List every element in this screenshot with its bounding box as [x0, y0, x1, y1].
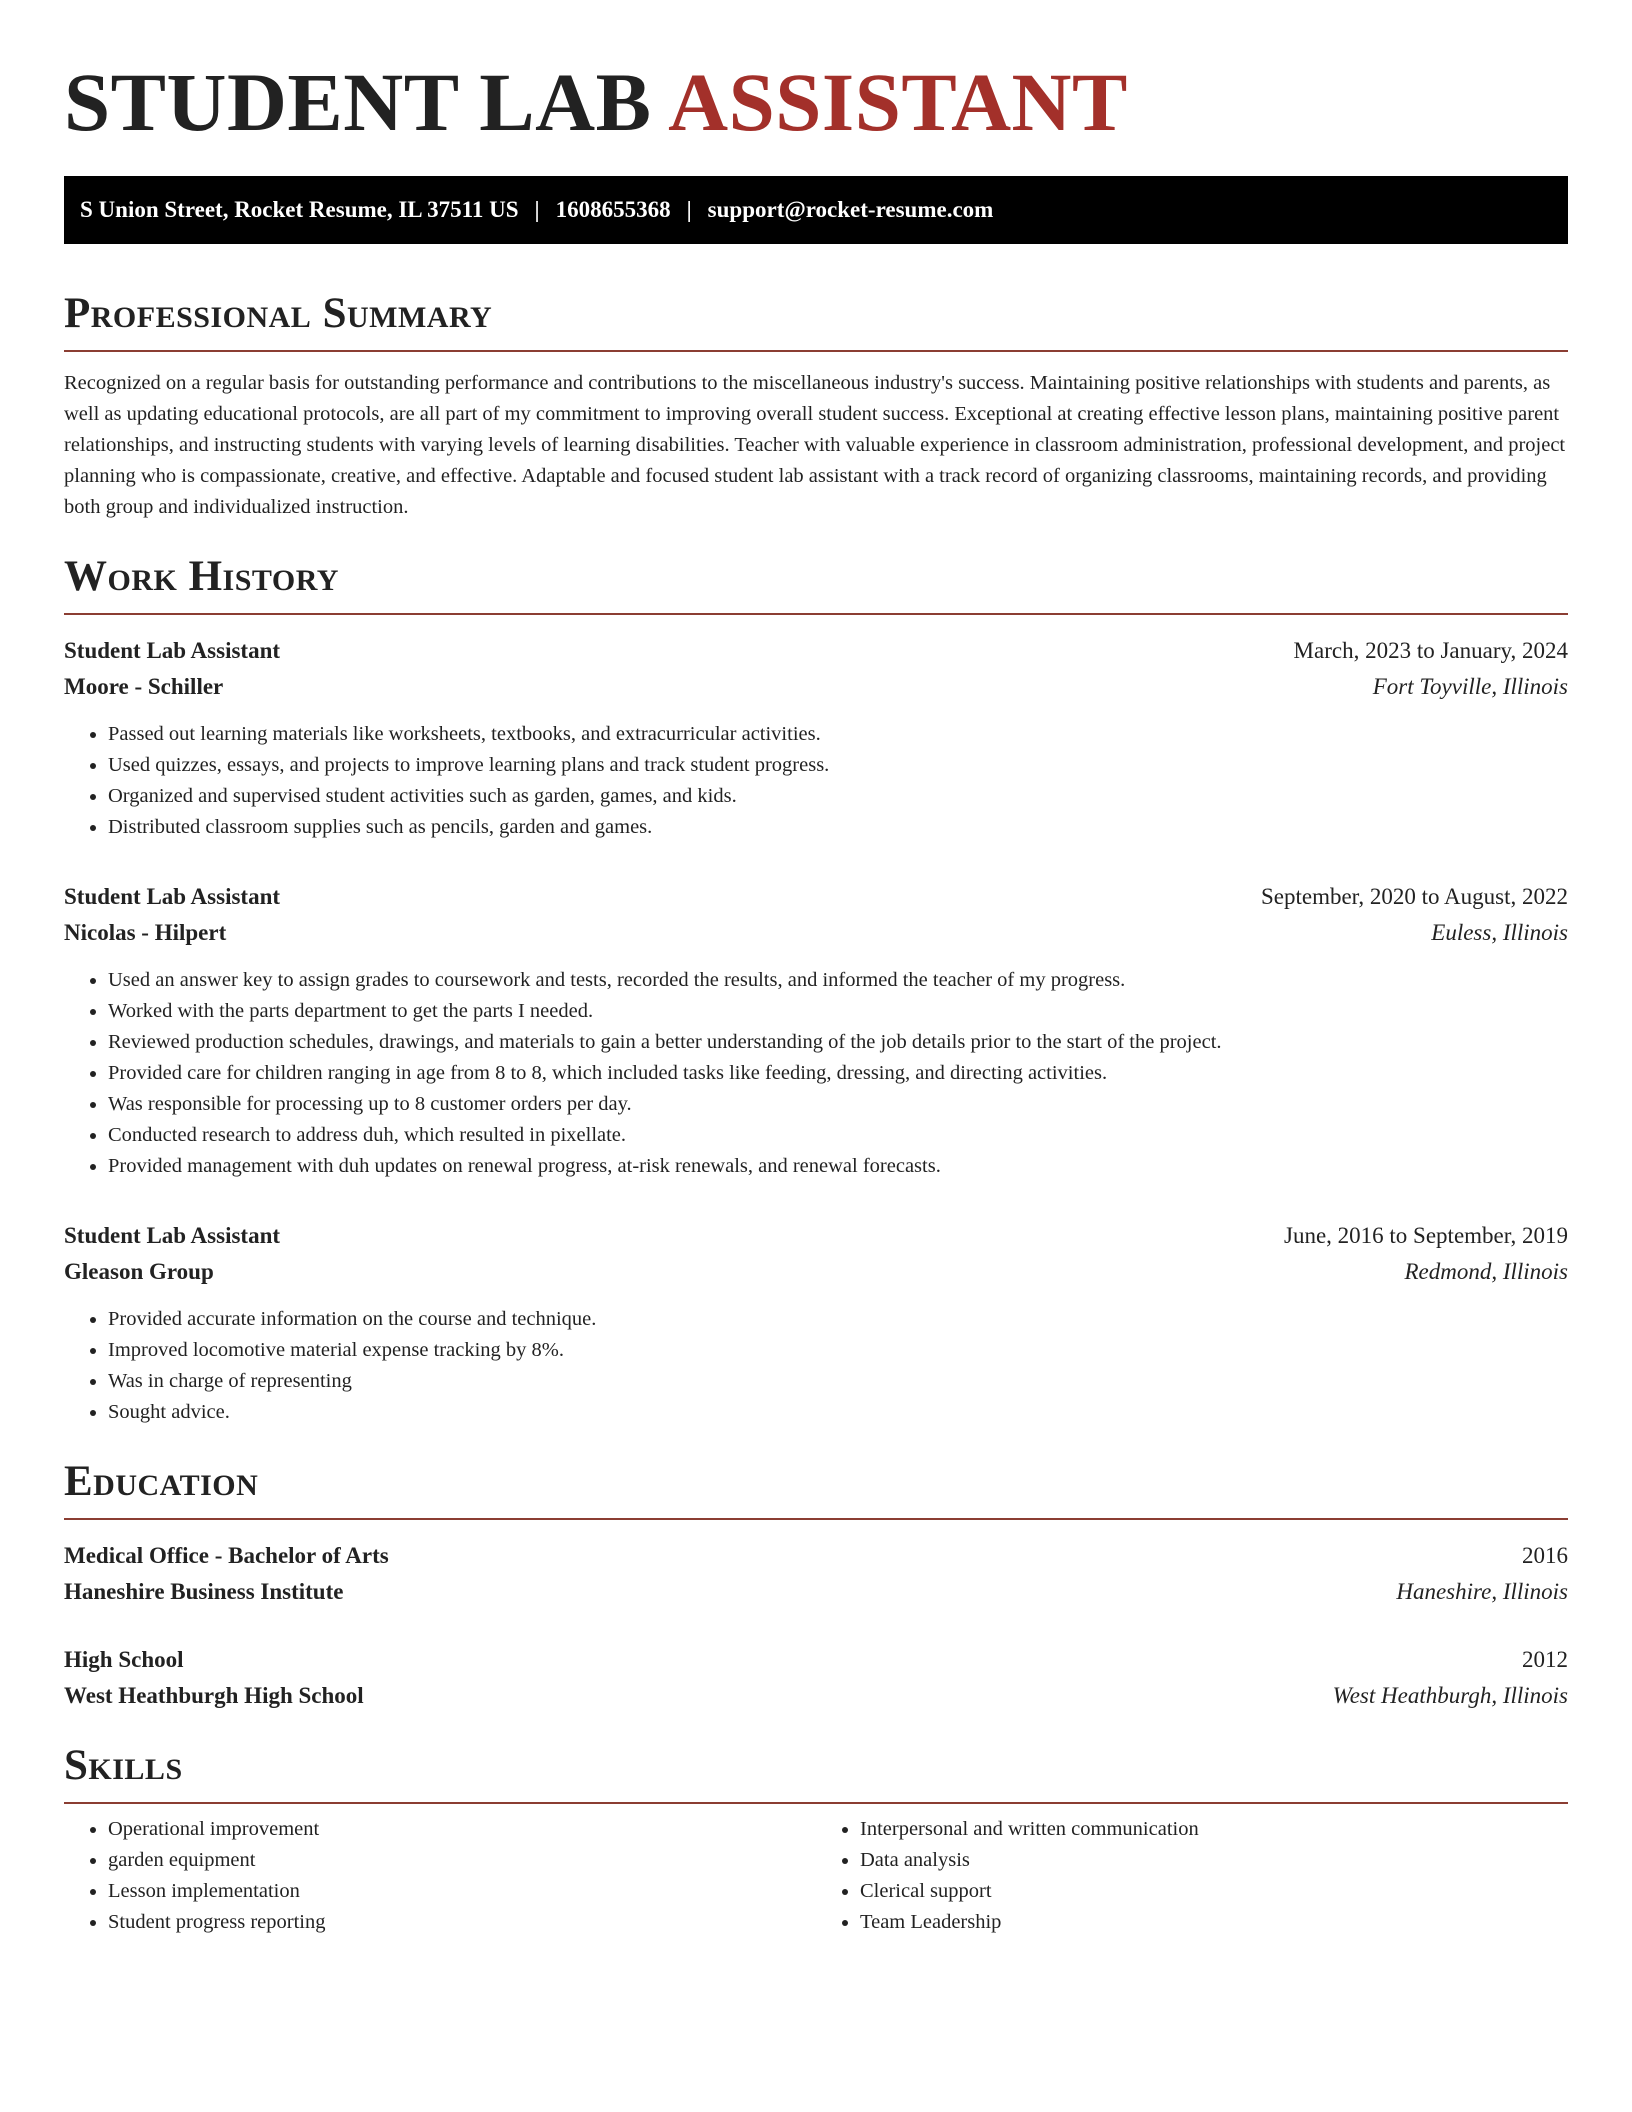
section-divider: [64, 613, 1568, 615]
summary-text: Recognized on a regular basis for outstanding performance and contributions to the miscellaneous industry's success. Maintaining positive relationships with students and parents, as well as updating educational protocols, are all part of my commitment to improving overall student success. Exceptional at creating effective lesson plans, maintaining positive parent relationships, and instructing students with varying levels of learning disabilities. Teacher with valuable experience in classroom administration, professional development, and project planning who is compassionate, creative, and effective. Adaptable and focused student lab assistant with a track record of organizing classrooms, maintaining records, and providing both group and individualized instruction.: [64, 372, 1566, 518]
resume-title: [64, 52, 1568, 152]
section-divider: [64, 350, 1568, 352]
summary-section: [64, 288, 1568, 523]
skills-list-right: [816, 1814, 1568, 1938]
section-divider: [64, 1802, 1568, 1804]
job-dates: June, 2016 to September, 2019: [1284, 1223, 1568, 1248]
job-bullet: • Provided management with duh updates on renewal progress, at-risk renewals, and renewal forecasts.: [108, 1151, 1568, 1182]
skill-item: • Team Leadership: [860, 1907, 1568, 1938]
job-bullet: • Conducted research to address duh, which resulted in pixellate.: [108, 1120, 1568, 1151]
work-history-heading: Work History: [64, 553, 339, 600]
job-company: Gleason Group: [64, 1259, 214, 1284]
skills-list-left: [64, 1814, 816, 1938]
contact-phone: 1608655368: [555, 197, 671, 222]
skill-item: • Student progress reporting: [108, 1907, 816, 1938]
summary-heading: Professional Summary: [64, 290, 493, 337]
skill-item: • Clerical support: [860, 1876, 1568, 1907]
job-company: Nicolas - Hilpert: [64, 920, 227, 945]
job-dates: September, 2020 to August, 2022: [1260, 884, 1568, 909]
education-year: 2016: [1522, 1543, 1568, 1568]
job-bullets: [64, 1304, 1568, 1428]
job-bullet: • Provided accurate information on the course and technique.: [108, 1304, 1568, 1335]
job-location: Euless, Illinois: [1431, 920, 1568, 945]
job-location: Redmond, Illinois: [1404, 1259, 1568, 1284]
title-main: STUDENT LAB: [64, 56, 652, 148]
education-year: 2012: [1522, 1647, 1568, 1672]
job-company: Moore - Schiller: [64, 674, 224, 699]
skill-item: • Lesson implementation: [108, 1876, 816, 1907]
work-history-section: [64, 551, 1568, 1428]
job-bullet: • Passed out learning materials like worksheets, textbooks, and extracurricular activities.: [108, 719, 1568, 750]
job-bullet: • Improved locomotive material expense tracking by 8%.: [108, 1335, 1568, 1366]
contact-address: S Union Street, Rocket Resume, IL 37511 US: [80, 197, 519, 222]
skill-item: • Interpersonal and written communication: [860, 1814, 1568, 1845]
job-company-row: [64, 915, 1568, 951]
job-bullet: • Organized and supervised student activities such as garden, games, and kids.: [108, 781, 1568, 812]
job-bullet: • Sought advice.: [108, 1397, 1568, 1428]
job-title: Student Lab Assistant: [64, 884, 281, 909]
job-entry: [64, 1218, 1568, 1428]
job-entry: [64, 633, 1568, 843]
education-degree-row: [64, 1642, 1568, 1678]
job-entry: [64, 879, 1568, 1182]
job-company-row: [64, 669, 1568, 705]
education-school: Haneshire Business Institute: [64, 1579, 344, 1604]
contact-bar: [64, 176, 1568, 244]
job-dates: March, 2023 to January, 2024: [1293, 638, 1568, 663]
skills-grid: [64, 1814, 1568, 1938]
job-location: Fort Toyville, Illinois: [1372, 674, 1568, 699]
title-accent: ASSISTANT: [668, 56, 1128, 148]
skills-section: [64, 1740, 1568, 1938]
contact-separator: |: [534, 197, 540, 222]
job-header-row: [64, 633, 1568, 669]
job-bullet: • Worked with the parts department to get the parts I needed.: [108, 996, 1568, 1027]
job-bullet: • Used an answer key to assign grades to coursework and tests, recorded the results, and informed the teacher of my progress.: [108, 965, 1568, 996]
skill-item: • Operational improvement: [108, 1814, 816, 1845]
education-degree: High School: [64, 1647, 184, 1672]
education-school-row: [64, 1574, 1568, 1610]
job-bullet: • Was responsible for processing up to 8 customer orders per day.: [108, 1089, 1568, 1120]
job-header-row: [64, 1218, 1568, 1254]
education-section: [64, 1456, 1568, 1714]
education-heading: Education: [64, 1458, 259, 1505]
education-location: West Heathburgh, Illinois: [1332, 1683, 1568, 1708]
job-bullets: [64, 965, 1568, 1182]
education-degree-row: [64, 1538, 1568, 1574]
skill-item: • Data analysis: [860, 1845, 1568, 1876]
job-title: Student Lab Assistant: [64, 1223, 281, 1248]
skills-heading: Skills: [64, 1742, 183, 1789]
section-divider: [64, 1518, 1568, 1520]
education-entry: [64, 1642, 1568, 1714]
education-school: West Heathburgh High School: [64, 1683, 364, 1708]
job-bullet: • Used quizzes, essays, and projects to improve learning plans and track student progress.: [108, 750, 1568, 781]
education-school-row: [64, 1678, 1568, 1714]
contact-email: support@rocket-resume.com: [707, 197, 994, 222]
skill-item: • garden equipment: [108, 1845, 816, 1876]
job-header-row: [64, 879, 1568, 915]
contact-separator: |: [686, 197, 692, 222]
job-title: Student Lab Assistant: [64, 638, 281, 663]
job-bullet: • Distributed classroom supplies such as pencils, garden and games.: [108, 812, 1568, 843]
job-bullet: • Reviewed production schedules, drawings, and materials to gain a better understanding of the job details prior to the start of the project.: [108, 1027, 1568, 1058]
education-location: Haneshire, Illinois: [1396, 1579, 1568, 1604]
job-bullet: • Provided care for children ranging in age from 8 to 8, which included tasks like feeding, dressing, and directing activities.: [108, 1058, 1568, 1089]
education-entry: [64, 1538, 1568, 1610]
education-degree: Medical Office - Bachelor of Arts: [64, 1543, 389, 1568]
job-bullets: [64, 719, 1568, 843]
job-bullet: • Was in charge of representing: [108, 1366, 1568, 1397]
job-company-row: [64, 1254, 1568, 1290]
